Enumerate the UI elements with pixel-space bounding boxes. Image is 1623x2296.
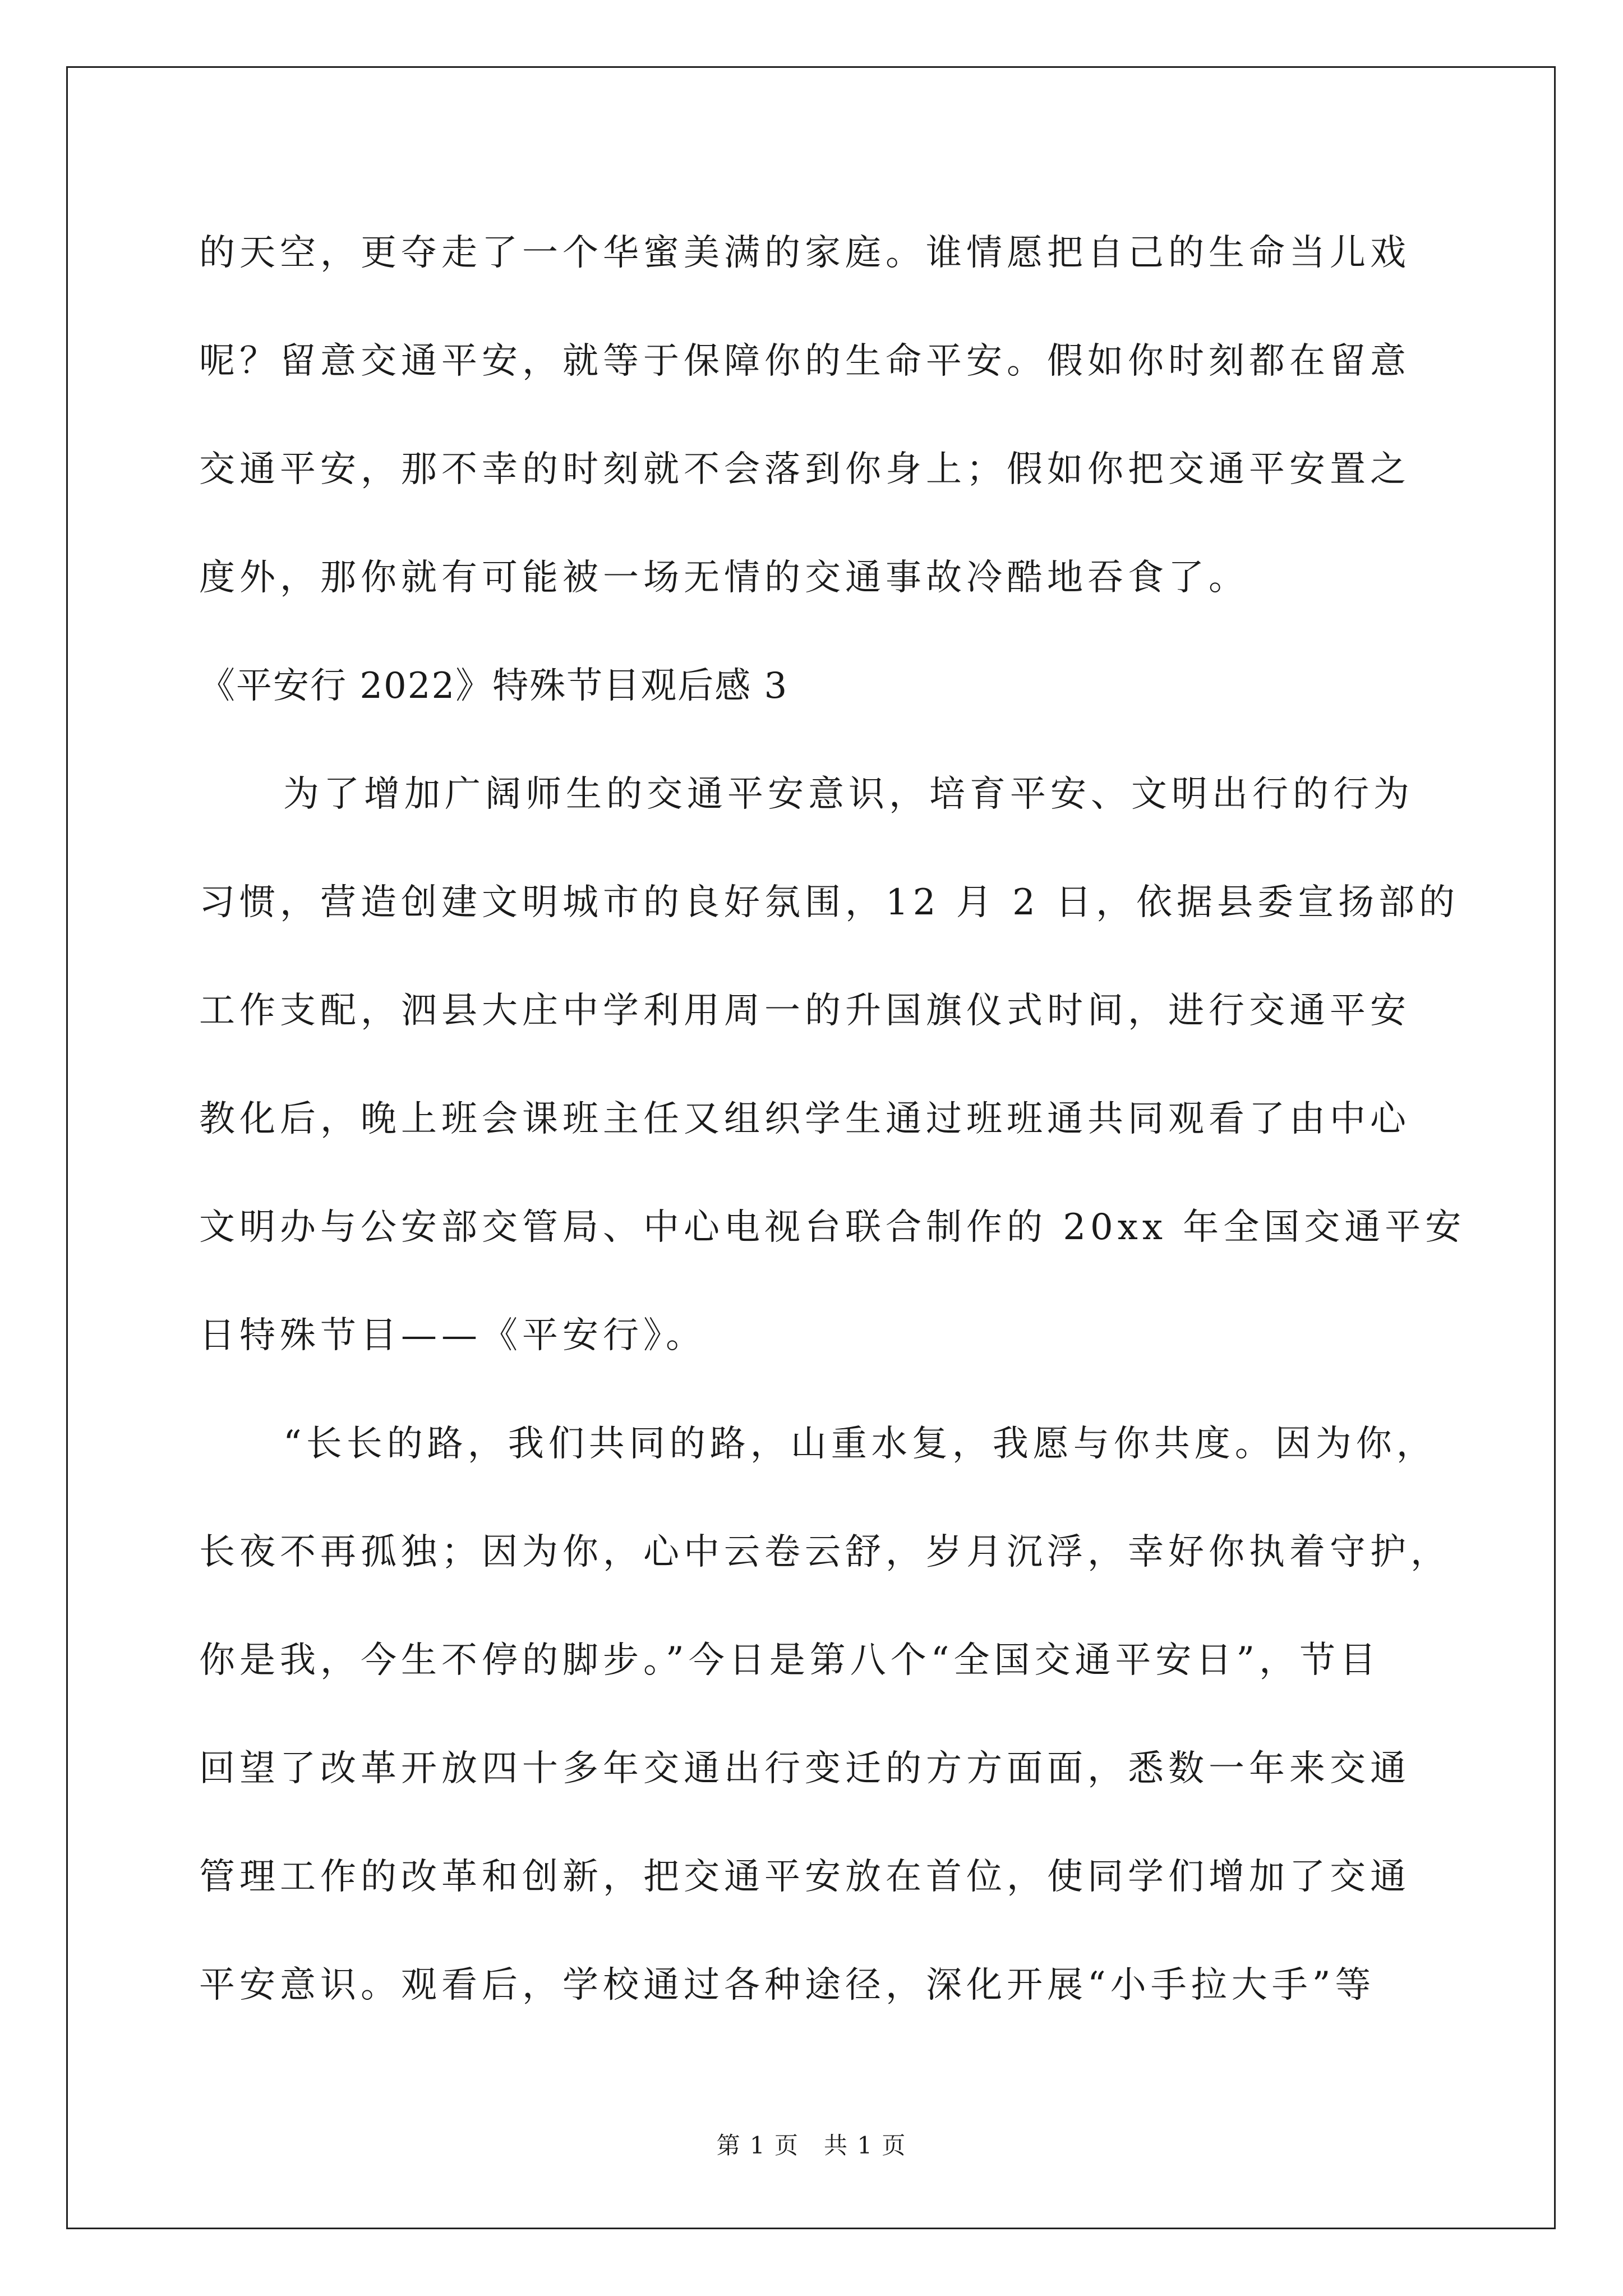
text-line: 教化后，晚上班会课班主任又组织学生通过班班通共同观看了由中心: [199, 1098, 1410, 1140]
paragraph-first-line: 为了增加广阔师生的交通平安意识，培育平安、文明出行的行为: [283, 774, 1414, 815]
text-line: 长夜不再孤独；因为你，心中云卷云舒，岁月沉浮，幸好你执着守护，: [199, 1531, 1451, 1573]
text-line: 管理工作的改革和创新，把交通平安放在首位，使同学们增加了交通: [199, 1856, 1410, 1898]
text-line: 回望了改革开放四十多年交通出行变迁的方方面面，悉数一年来交通: [199, 1748, 1410, 1789]
text-line: 呢？留意交通平安，就等于保障你的生命平安。假如你时刻都在留意: [199, 341, 1410, 382]
text-line: 度外，那你就有可能被一场无情的交通事故冷酷地吞食了。: [199, 557, 1249, 599]
text-line: 平安意识。观看后，学校通过各种途径，深化开展“小手拉大手”等: [199, 1964, 1376, 2006]
text-line: 你是我，今生不停的脚步。”今日是第八个“全国交通平安日”，节目: [199, 1640, 1381, 1681]
paragraph-first-line: “长长的路，我们共同的路，山重水复，我愿与你共度。因为你，: [283, 1423, 1437, 1465]
text-line: 习惯，营造创建文明城市的良好氛围，12 月 2 日，依据县委宣扬部的: [199, 882, 1460, 923]
text-line: 日特殊节目——《平安行》。: [199, 1315, 706, 1356]
text-line: 的天空，更夺走了一个华蜜美满的家庭。谁情愿把自己的生命当儿戏: [199, 232, 1410, 274]
text-line: 工作支配，泗县大庄中学利用周一的升国旗仪式时间，进行交通平安: [199, 990, 1410, 1032]
section-heading: 《平安行 2022》特殊节目观后感 3: [199, 665, 789, 707]
text-line: 交通平安，那不幸的时刻就不会落到你身上；假如你把交通平安置之: [199, 449, 1410, 490]
text-line: 文明办与公安部交管局、中心电视台联合制作的 20xx 年全国交通平安: [199, 1207, 1466, 1248]
page-number-footer: 第 1 页 共 1 页: [716, 2132, 907, 2159]
document-body: [199, 199, 1466, 2040]
